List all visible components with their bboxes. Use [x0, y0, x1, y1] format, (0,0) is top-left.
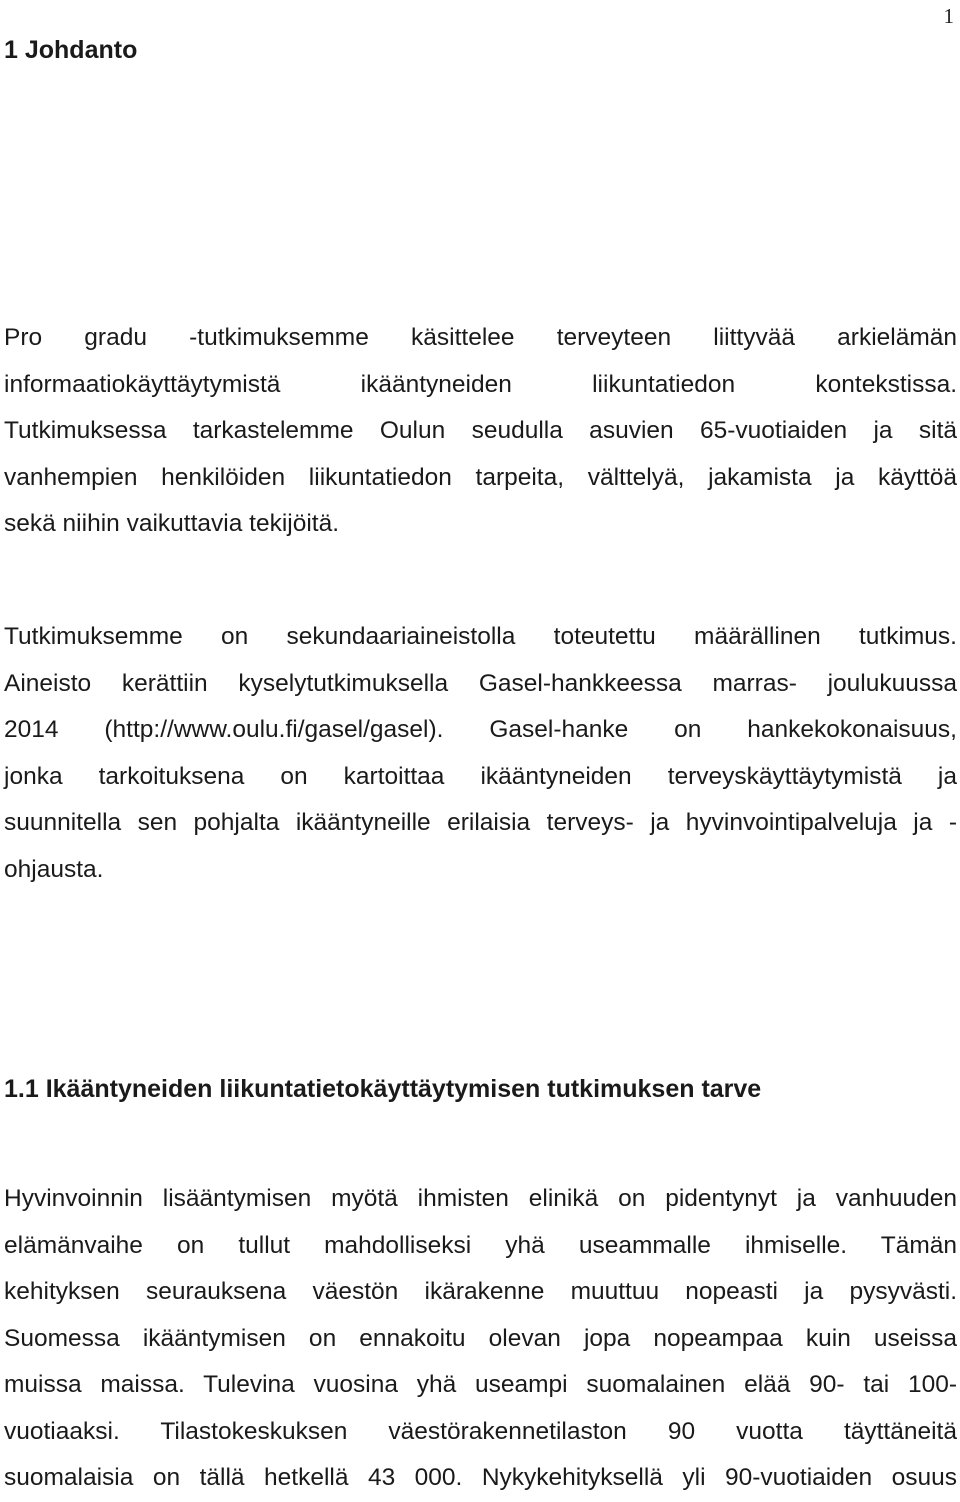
paragraph-line: Tutkimuksemme on sekundaariaineistolla toteutettu määrällinen tutkimus.: [4, 623, 957, 650]
paragraph-line: informaatiokäyttäytymistä ikääntyneiden liikuntatiedon kontekstissa.: [4, 370, 957, 398]
paragraph-line: Hyvinvoinnin lisääntymisen myötä ihmisten elinikä on pidentynyt ja vanhuuden: [4, 1185, 957, 1212]
paragraph-line: Suomessa ikääntymisen on ennakoitu olevan jopa nopeampaa kuin useissa: [4, 1324, 957, 1352]
paragraph-line: jonka tarkoituksena on kartoittaa ikääntyneiden terveyskäyttäytymistä ja: [4, 762, 957, 790]
paragraph-line: 2014 (http://www.oulu.fi/gasel/gasel). Gasel-hanke on hankekokonaisuus,: [4, 716, 957, 743]
paragraph-method: [4, 614, 957, 893]
paragraph-line: muissa maissa. Tulevina vuosina yhä useampi suomalainen elää 90- tai 100-: [4, 1371, 957, 1398]
page-number: 1: [943, 4, 954, 28]
paragraph-line: elämänvaihe on tullut mahdolliseksi yhä useammalle ihmiselle. Tämän: [4, 1231, 957, 1259]
paragraph-line: Pro gradu -tutkimuksemme käsittelee terveyteen liittyvää arkielämän: [4, 324, 957, 351]
paragraph-line: Aineisto kerättiin kyselytutkimuksella Gasel-hankkeessa marras- joulukuussa: [4, 669, 957, 697]
section-heading-tutkimuksen-tarve: 1.1 Ikääntyneiden liikuntatietokäyttäytymisen tutkimuksen tarve: [4, 1075, 762, 1103]
paragraph-line: kehityksen seurauksena väestön ikärakenne muuttuu nopeasti ja pysyvästi.: [4, 1278, 957, 1305]
paragraph-line: vanhempien henkilöiden liikuntatiedon tarpeita, välttelyä, jakamista ja käyttöä: [4, 463, 957, 491]
paragraph-background: [4, 1176, 957, 1502]
section-heading-johdanto: 1 Johdanto: [4, 36, 138, 64]
paragraph-line: suunnitella sen pohjalta ikääntyneille erilaisia terveys- ja hyvinvointipalveluja ja -: [4, 809, 957, 836]
paragraph-line: sekä niihin vaikuttavia tekijöitä.: [4, 510, 340, 537]
paragraph-line: Tutkimuksessa tarkastelemme Oulun seudulla asuvien 65-vuotiaiden ja sitä: [4, 417, 957, 444]
paragraph-line: ohjausta.: [4, 855, 104, 883]
paragraph-intro: [4, 315, 957, 548]
paragraph-line: vuotiaaksi. Tilastokeskuksen väestörakennetilaston 90 vuotta täyttäneitä: [4, 1417, 957, 1445]
paragraph-line: suomalaisia on tällä hetkellä 43 000. Nykykehityksellä yli 90-vuotiaiden osuus: [4, 1464, 957, 1491]
